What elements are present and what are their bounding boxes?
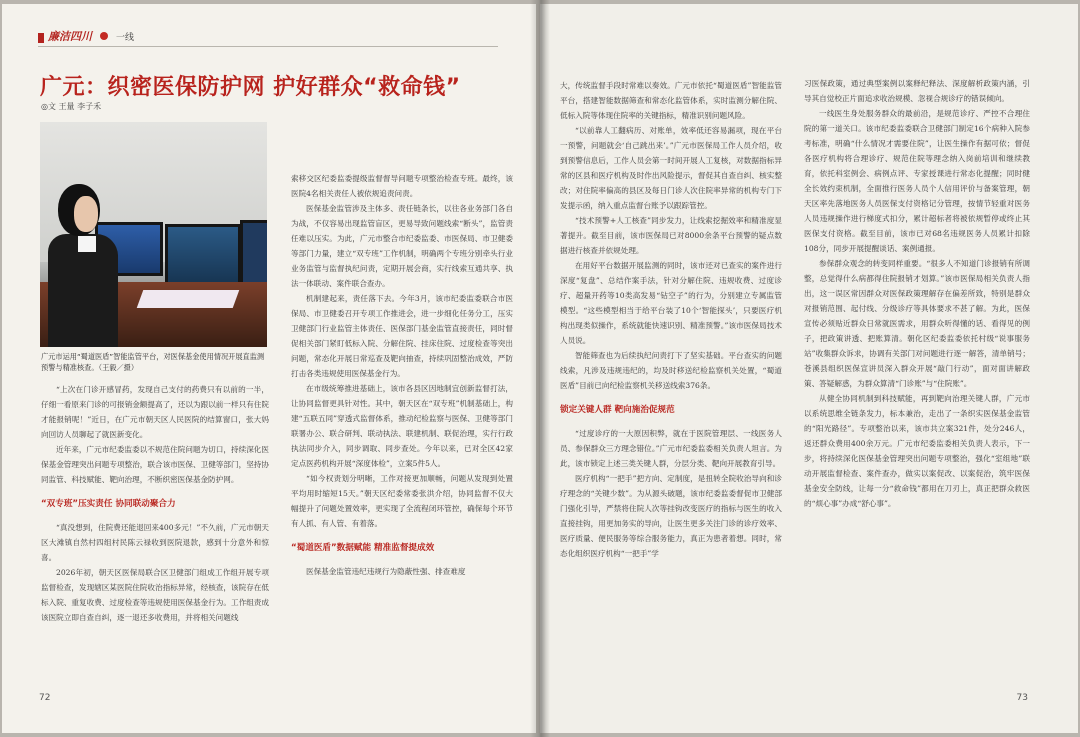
brand-mark-icon xyxy=(38,33,44,43)
section-heading: 锁定关键人群 靶向施治促规范 xyxy=(560,405,675,415)
paragraph: 医保基金监管涉及主体多、责任链条长，以往各业务部门各自为战，不仅容易出现监管盲区，更易导致问题线索“断头”，监管责任难以压实。为此，广元市整合市纪委监委、市医保局、市卫健委等部门力量，建立“双专班”工作机制，明确两个专班分别牵头行业业务监管与监督执纪问责，定期开展会商，实行线索互通共享、执法一体联动、案件联合查办。 xyxy=(291,204,513,288)
paragraph: “以前靠人工翻病历、对账单，效率低还容易漏项，现在平台一预警，问题就会‘自己跳出来’。”广元市医保局工作人员介绍，收到预警信息后，工作人员会第一时间开展人工复核，对数据指标异常的区县和医疗机构及时作出风险提示，督促其自查自纠、核实整改；对住院率偏高的县区及每日门诊人次住院率异常的机构专门下发提示函，纳入重点监督台账予以跟踪管控。 xyxy=(560,126,782,210)
right-page xyxy=(540,4,1078,733)
paragraph: “过度诊疗的一大原因积弊，就在于医院管理层、一线医务人员、参保群众三方理念错位。”广元市纪委监委相关负责人坦言。为此，该市锁定上述三类关键人群，分层分类、靶向开展教育引导。 xyxy=(560,429,782,468)
paragraph: 医疗机构“一把手”把方向、定制度，是扭转全院收治导向和诊疗理念的“关键少数”。为从源头破题，该市纪委监委督促市卫健部门强化引导，严禁将住院人次等挂钩改变医疗的指标与医生的收入直接挂钩，用更加务实的导向，让医生更多关注门诊的诊疗效率、医疗质量、便民服务等综合服务能力，真正为患者着想。同时，常态化组织医疗机构“一把手”学 xyxy=(560,474,782,558)
article-title: 广元：织密医保防护网 护好群众“救命钱” xyxy=(40,75,461,100)
right-column-2 xyxy=(804,76,1030,511)
article-byline: ◎文 王量 李子禾 xyxy=(41,102,102,111)
paragraph: “如今权责划分明晰，工作对接更加顺畅，问题从发现到处置平均用时缩短15天。”朝天区纪委常委张洪介绍，协同监督不仅大幅提升了问题处置效率，更实现了全流程闭环管控，确保每个环节有人抓、有人管、有着落。 xyxy=(291,474,513,528)
running-header xyxy=(38,28,134,44)
paragraph: 机制建起来，责任落下去。今年3月，该市纪委监委联合市医保局、市卫健委召开专项工作推进会，进一步细化任务分工，压实卫健部门行业监管主体责任、医保部门基金监管直接责任，同时督促相关部门紧盯低标入院、分解住院、挂床住院、过度检查等突出问题，常态化开展日常巡查及靶向抽查，持续巩固整治成效，严防打击各类违规使用医保基金行为。 xyxy=(291,294,513,378)
right-column-1 xyxy=(560,78,782,561)
photo-person xyxy=(48,184,118,347)
brand-name: 廉洁四川 xyxy=(48,30,92,43)
section-dot-icon xyxy=(100,32,108,40)
paragraph: 近年来，广元市纪委监委以不规范住院问题为切口，持续深化医保基金管理突出问题专项整治，联合该市医保、卫健等部门，坚持协同监管、科技赋能、靶向治理，不断织密医保基金防护网。 xyxy=(41,445,269,484)
left-page xyxy=(2,4,536,733)
paragraph: 2026年初，朝天区医保局联合区卫健部门组成工作组开展专项监督检查，发现辖区某医院住院收治指标异常，经核查，该院存在低标入院、重复收费、过度检查等违规使用医保基金行为。工作组责成该医院立即自查自纠，逐一退还多收费用，并将相关问题线 xyxy=(41,568,269,622)
photo-monitor xyxy=(240,220,267,286)
header-rule xyxy=(38,46,498,47)
paragraph: 在市级统筹推进基础上，该市各县区因地制宜创新监督打法，让协同监督更具针对性。其中，朝天区在“双专班”机制基础上，构建“五联五同”穿透式监督体系，推动纪检监察与医保、卫健等部门联署办公、联合研判、联动执法、联建机制、联促治理，实行行政执法同步介入，同步调取、同步查处。今年以来，已对全区42家定点医药机构开展“深度体检”，立案5件5人。 xyxy=(291,384,513,468)
brand-logo xyxy=(38,28,92,44)
paragraph: 大，传统监督手段时常难以奏效。广元市依托“蜀道医盾”智能监管平台，搭建智能数据筛查和常态化监管体系，实时监测分解住院、低标入院等体现住院率的关键指标，精准识别问题风险。 xyxy=(560,81,782,120)
spine-gutter xyxy=(530,0,550,737)
paragraph: 在用好平台数据开展监测的同时，该市还对已查实的案件进行深度“复盘”、总结作案手法，针对分解住院、违规收费、过度诊疗、超量开药等10类高发易“钻空子”的行为，分别建立专属监管模型。“这些模型相当于给平台装了10个‘智能探头’，只要医疗机构出现类似操作，系统就能快速识别、精准预警。”该市医保局技术人员说。 xyxy=(560,261,782,345)
left-column-2 xyxy=(291,171,513,579)
left-column-1 xyxy=(41,382,269,625)
page-number-left: 72 xyxy=(39,693,51,703)
paragraph: “技术预警+人工核查”同步发力，让线索挖掘效率和精准度显著提升。截至目前，该市医保局已对8000余条平台预警的疑点数据进行核查并依规处理。 xyxy=(560,216,782,255)
paragraph: 智能筛查也为后续执纪问责打下了坚实基础。平台查实的问题线索，凡涉及违规违纪的，均及时移送纪检监察机关处置，“蜀道医盾”目前已向纪检监察机关移送线索376条。 xyxy=(560,351,782,390)
photo-keyboard xyxy=(137,290,240,308)
paragraph: 一线医生身处服务群众的最前沿，是规范诊疗、严控不合理住院的第一道关口。该市纪委监委联合卫健部门制定16个病种入院参考标准，明确“什么情况才需要住院”，让医生操作有据可依；督促各医疗机构将合理诊疗、规范住院等理念纳入岗前培训和继续教育，依托科室例会、病例点评、专家授课进行常态化提醒；同时健全长效约束机制，全面推行医务人员个人信用评价与备案管理，朝天区率先落地医务人员医保支付资格记分管理，按情节轻重对医务人员违规操作进行梯度式扣分，累计超标者将被依规暂停或终止其医保支付资格。截至目前，该市已对68名违规医务人员累计扣除108分，同步开展提醒谈话、案例通报。 xyxy=(804,109,1030,253)
paragraph: 医保基金监管违纪违规行为隐蔽性强、排查难度 xyxy=(306,567,466,576)
paragraph: “真没想到，住院费还能退回来400多元！”不久前，广元市朝天区大滩镇自然村四组村民陈云禄收到医院退款，感到十分意外和惊喜。 xyxy=(41,523,269,562)
paragraph: 习医保政策，通过典型案例以案释纪释法、深度解析政策内涵，引导其自觉校正片面追求收治规模、忽视合规诊疗的错误倾向。 xyxy=(804,79,1030,103)
photo-caption: 广元市运用“蜀道医盾”智能监管平台，对医保基金使用情况开展直监测预警与精准核查。（王毅／摄） xyxy=(41,352,265,372)
photo-monitor xyxy=(165,224,241,286)
page-number-right: 73 xyxy=(1016,693,1028,703)
paragraph: 从健全协同机制到科技赋能，再到靶向治理关键人群，广元市以系统思维全链条发力，标本兼治，走出了一条织实医保基金监管的“阳光路径”。专项整治以来，该市共立案321件，处分246人，返还群众费用400余万元。广元市纪委监委相关负责人表示，下一步，将持续深化医保基金管理突出问题专项整治，强化“室组地”联动开展监督检查、案件查办，做实以案促改、以案促治，筑牢医保基金安全防线，让每一分“救命钱”都用在刀刃上，真正把群众救医的“烦心事”办成“舒心事”。 xyxy=(804,394,1030,508)
paragraph: “上次在门诊开感冒药，发现自己支付的药费只有以前的一半，仔细一看原来门诊的可报销金额提高了，还以为跟以前一样只有住院才能报销呢！”近日，在广元市朝天区人民医院的结算窗口，张大妈向回访人员聊起了就医新变化。 xyxy=(41,385,269,439)
paragraph: 参保群众观念的转变同样重要。“很多人不知道门诊报销有所调整，总觉得什么病都得住院报销才划算。”该市医保局相关负责人指出，这一误区常因群众对医保政策理解存在偏差所致，特别是群众对报销范围、起付线、分级诊疗等具体要求不甚了解。为此，医保宣传必须贴近群众日常就医需求，用群众听得懂的话、看得见的例子，把政策讲透、把账算清。朝化区纪委监委依托村级“说事服务站”收集群众诉求，协调有关部门对问题进行逐一解答，清单销号；苍溪县组织医保宣讲员深入群众开展“敲门行动”，面对面讲解政策、答疑解惑，为群众算清“门诊账”与“住院账”。 xyxy=(804,259,1030,388)
paragraph: 索移交区纪委监委提级监督督导问题专项整治检查专班。最终，该医院4名相关责任人被依规追责问责。 xyxy=(291,174,513,198)
article-photo xyxy=(40,122,267,347)
section-label: 一线 xyxy=(116,32,135,43)
section-heading: “蜀道医盾”数据赋能 精准监督提成效 xyxy=(291,543,435,553)
section-heading: “双专班”压实责任 协同联动聚合力 xyxy=(41,499,176,509)
